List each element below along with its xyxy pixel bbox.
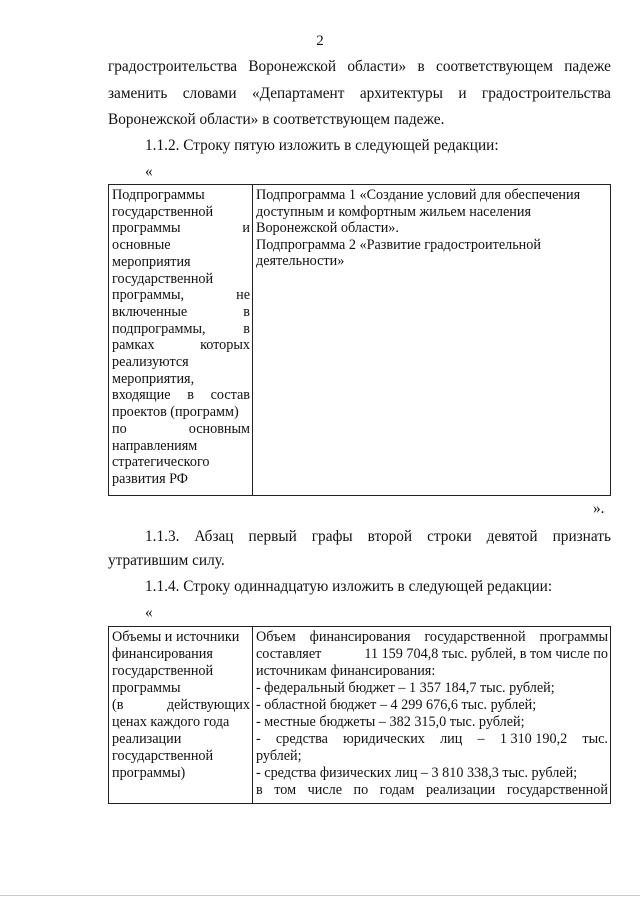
word: градостроительства (108, 58, 238, 75)
cell-line: государственной (112, 748, 214, 764)
cell-line: Объемы и источники (112, 629, 240, 645)
cell-line: - местные бюджеты – 382 315,0 тыс. рублей; (256, 714, 525, 730)
word: первый (248, 528, 297, 545)
cell-line: государственной (112, 663, 214, 679)
cell-line: - областной бюджет – 4 299 676,6 тыс. рублей; (256, 697, 537, 713)
cell-line: источникам финансирования: (256, 663, 436, 679)
word: в (256, 782, 263, 798)
word: состав (210, 387, 250, 404)
intro-line-1 (108, 57, 611, 77)
cell-line: ценах каждого года (112, 714, 230, 730)
word: программы, (112, 287, 185, 304)
cell-line (112, 287, 250, 304)
cell-line: финансирования (112, 646, 213, 662)
cell-line (112, 220, 250, 237)
cell-line (256, 731, 608, 748)
cell-line: - федеральный бюджет – 1 357 184,7 тыс. рублей; (256, 680, 555, 696)
word: государственной (424, 629, 526, 645)
word: лиц (440, 731, 463, 747)
financing-label-cell (112, 629, 250, 782)
cell-line (112, 387, 250, 404)
cell-line (112, 697, 250, 714)
item-1-1-3-line-2: утратившим силу. (108, 552, 225, 569)
word: падеже (564, 58, 611, 75)
word: 1 310 190,2 (499, 731, 568, 747)
word: строки (427, 528, 472, 545)
item-1-1-4: 1.1.4. Строку одиннадцатую изложить в следующей редакции: (145, 578, 553, 595)
cell-line (112, 304, 250, 321)
financing-table (108, 626, 611, 804)
word: Абзац (194, 528, 234, 545)
word: составляет (256, 646, 322, 662)
cell-line: программы) (112, 765, 186, 781)
word: включенные (112, 303, 188, 320)
cell-line (112, 337, 250, 354)
word: по (112, 420, 127, 437)
cell-line: государственной (112, 203, 214, 220)
cell-line: Подпрограммы (112, 187, 205, 203)
word: соответствующем (436, 58, 553, 75)
table-column-divider (252, 627, 253, 803)
cell-line (256, 646, 608, 663)
word: программы (112, 220, 181, 237)
cell-line: деятельности» (256, 253, 345, 269)
word: числе (307, 782, 342, 798)
cell-line: рублей; (256, 748, 302, 764)
item-1-1-2: 1.1.2. Строку пятую изложить в следующей редакции: (145, 137, 499, 154)
financing-value-cell (256, 629, 608, 799)
word: финансирования (309, 629, 411, 645)
word: второй (367, 528, 413, 545)
word: и (242, 220, 250, 237)
word: 1.1.3. (145, 528, 180, 545)
word: архитектуры (359, 85, 443, 102)
word: входящие (112, 387, 171, 404)
open-quote-2: « (145, 604, 153, 621)
word: которых (200, 337, 250, 354)
intro-line-3: Воронежской области» в соответствующем падеже. (108, 111, 445, 128)
subprograms-label-cell (112, 187, 250, 488)
word: Воронежской (248, 58, 337, 75)
word: рамках (112, 337, 155, 354)
word: не (236, 287, 250, 304)
table-column-divider (252, 185, 253, 495)
cell-line: стратегического (112, 454, 210, 471)
word: подпрограммы, (112, 320, 206, 337)
word: «Департамент (251, 85, 345, 102)
intro-line-2 (108, 84, 611, 104)
word: – (477, 731, 485, 747)
word: по (353, 782, 369, 798)
cell-line: Подпрограмма 2 «Развитие градостроительной (256, 236, 541, 253)
cell-line: мероприятия, (112, 370, 195, 387)
cell-line: реализуются (112, 354, 189, 371)
subprograms-value-cell (256, 187, 608, 270)
cell-line: Подпрограмма 1 «Создание условий для обеспечения (256, 187, 581, 203)
open-quote-1: « (145, 163, 153, 180)
word: средства (275, 731, 328, 747)
word: в (243, 320, 250, 337)
word: графы (311, 528, 353, 545)
word: 11 159 704,8 тыс. рублей, в том числе по (364, 646, 608, 662)
word: государственной (506, 782, 608, 798)
cell-line (112, 421, 250, 438)
cell-line: мероприятия (112, 253, 191, 270)
word: основным (188, 420, 250, 437)
word: словами (182, 85, 237, 102)
word: том (274, 782, 297, 798)
word: девятой (486, 528, 538, 545)
page-number: 2 (316, 33, 324, 49)
word: (в (112, 697, 124, 713)
cell-line: доступным и комфортным жильем населения (256, 203, 531, 220)
word: признать (552, 528, 611, 545)
word: программы (539, 629, 608, 645)
close-quote-1: ». (593, 500, 605, 517)
word: в (243, 303, 250, 320)
cell-line: программы (112, 680, 181, 696)
cell-line: реализации (112, 731, 182, 747)
cell-line (256, 782, 608, 799)
word: в (187, 387, 194, 404)
word: действующих (166, 697, 250, 713)
item-1-1-3-line-1 (145, 527, 611, 547)
cell-line (256, 629, 608, 646)
word: в (417, 58, 425, 75)
word: юридических (343, 731, 425, 747)
word: области» (347, 58, 407, 75)
word: тыс. (582, 731, 608, 747)
word: годам (379, 782, 415, 798)
word: заменить (108, 85, 168, 102)
word: реализации (425, 782, 496, 798)
subprograms-table (108, 184, 611, 496)
cell-line: проектов (программ) (112, 404, 239, 421)
word: градостроительства (481, 85, 611, 102)
word: и (458, 85, 467, 102)
word: - (256, 731, 261, 747)
word: Объем (256, 629, 296, 645)
cell-line: основные (112, 237, 171, 254)
cell-line (112, 321, 250, 338)
cell-line: развития РФ (112, 470, 189, 487)
cell-line: направлениям (112, 437, 198, 454)
cell-line: Воронежской области». (256, 220, 399, 236)
page-bottom-edge (0, 895, 640, 896)
cell-line: - средства физических лиц – 3 810 338,3 тыс. рублей; (256, 765, 578, 781)
cell-line: государственной (112, 270, 214, 287)
